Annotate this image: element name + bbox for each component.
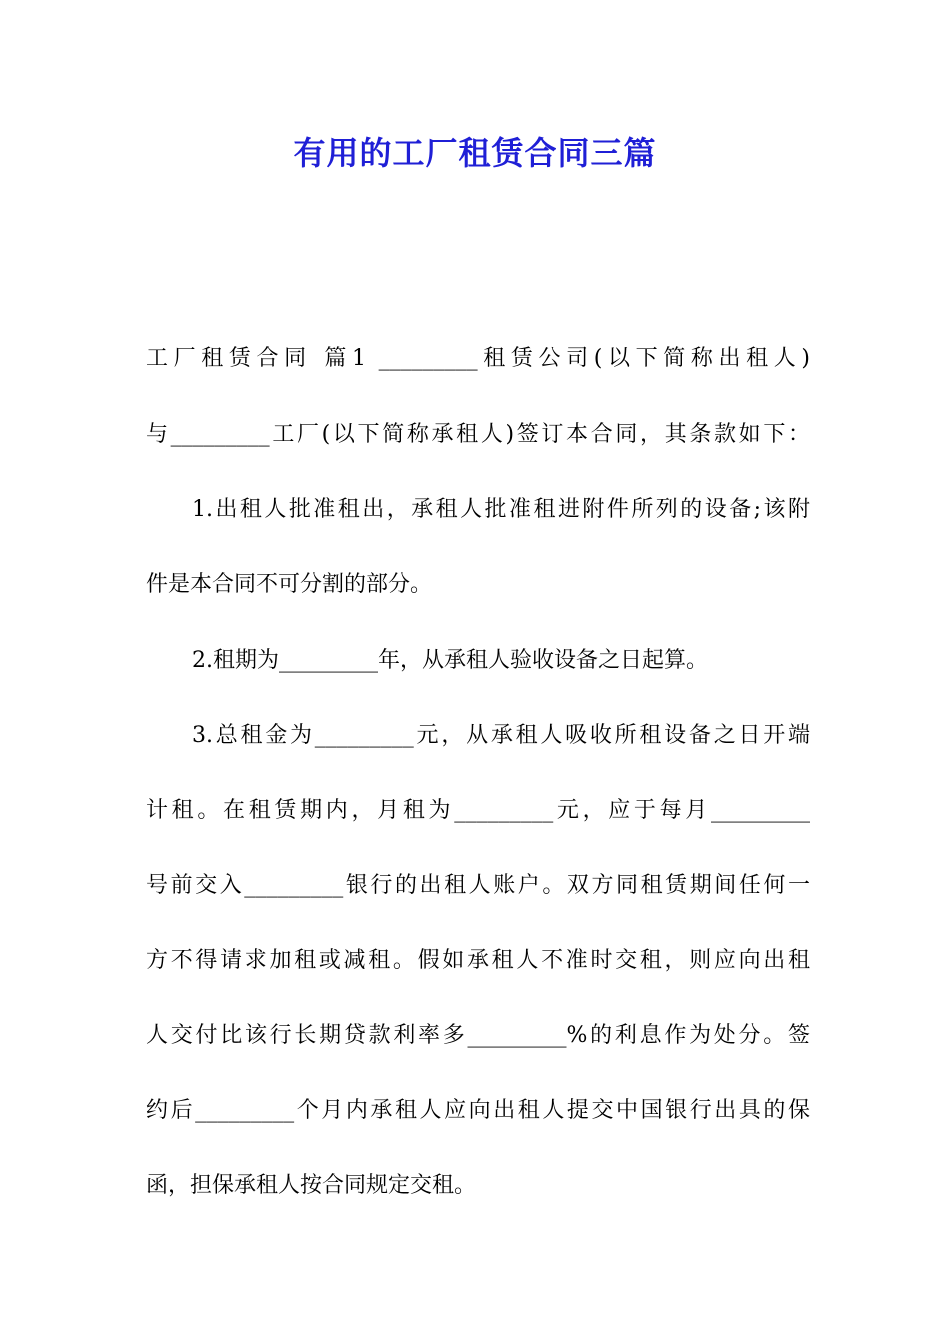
text-line: 3.总租金为_________元，从承租人吸收所租设备之日开端 bbox=[192, 723, 810, 748]
document-title: 有用的工厂租赁合同三篇 bbox=[293, 134, 657, 172]
text-line: 计租。在租赁期内，月租为_________元，应于每月_________ bbox=[146, 798, 810, 823]
text-line: 件是本合同不可分割的部分。 bbox=[146, 572, 433, 597]
text-line: 号前交入_________银行的出租人账户。双方同租赁期间任何一 bbox=[146, 873, 810, 898]
text-line: 与_________工厂(以下简称承租人)签订本合同，其条款如下： bbox=[146, 422, 810, 447]
text-line: 1.出租人批准租出，承租人批准租进附件所列的设备;该附 bbox=[192, 497, 810, 522]
text-line: 方不得请求加租或减租。假如承租人不准时交租，则应向出租 bbox=[146, 948, 810, 973]
text-line: 工厂租赁合同 篇1 _________租赁公司(以下简称出租人) bbox=[146, 346, 810, 371]
text-line: 函，担保承租人按合同规定交租。 bbox=[146, 1173, 477, 1198]
text-line: 人交付比该行长期贷款利率多_________%的利息作为处分。签 bbox=[146, 1023, 810, 1048]
text-line: 2.租期为_________年，从承租人验收设备之日起算。 bbox=[192, 648, 708, 673]
text-line: 约后_________个月内承租人应向出租人提交中国银行出具的保 bbox=[146, 1098, 810, 1123]
